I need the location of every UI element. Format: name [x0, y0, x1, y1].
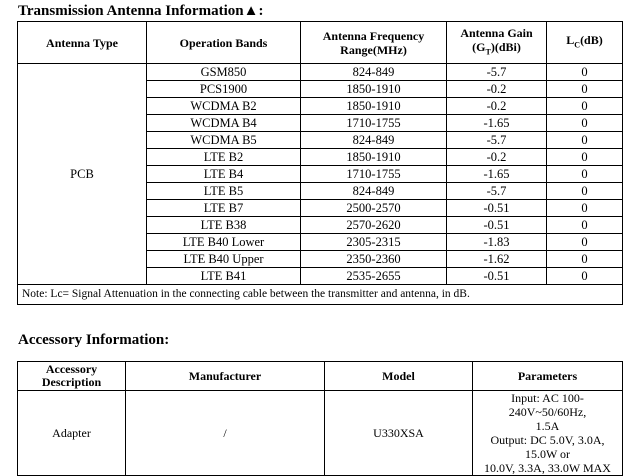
antenna-gain-cell: -0.51: [447, 268, 547, 285]
header-lc: [547, 22, 623, 64]
antenna-gain-cell: -1.65: [447, 115, 547, 132]
frequency-range-cell: 1710-1755: [301, 115, 447, 132]
lc-value-cell: 0: [547, 234, 623, 251]
header-gain-line2-end: )(dBi): [490, 39, 521, 54]
frequency-range-cell: 2350-2360: [301, 251, 447, 268]
lc-value-cell: 0: [547, 268, 623, 285]
antenna-gain-cell: -0.51: [447, 217, 547, 234]
operation-band-cell: LTE B38: [147, 217, 301, 234]
operation-band-cell: GSM850: [147, 64, 301, 81]
operation-band-cell: WCDMA B2: [147, 98, 301, 115]
operation-band-cell: LTE B2: [147, 149, 301, 166]
accessory-description-cell: Adapter: [18, 391, 126, 476]
header-frequency-line1: Antenna Frequency: [322, 28, 425, 43]
table-row: [18, 391, 623, 476]
header-model: Model: [325, 362, 473, 391]
header-antenna-gain: [447, 22, 547, 64]
parameter-line: Input: AC 100-240V~50/60Hz,: [508, 391, 587, 419]
operation-band-cell: LTE B4: [147, 166, 301, 183]
operation-band-cell: LTE B40 Lower: [147, 234, 301, 251]
parameter-line: 1.5A: [535, 419, 560, 433]
frequency-range-cell: 2535-2655: [301, 268, 447, 285]
frequency-range-cell: 824-849: [301, 64, 447, 81]
antenna-table-header-row: [18, 22, 623, 64]
antenna-gain-cell: -0.2: [447, 98, 547, 115]
accessory-table: [17, 361, 623, 476]
operation-band-cell: LTE B5: [147, 183, 301, 200]
parameter-line: 10.0V, 3.3A, 33.0W MAX: [484, 461, 611, 475]
accessory-parameters-cell: [473, 391, 623, 476]
frequency-range-cell: 2305-2315: [301, 234, 447, 251]
antenna-gain-cell: -5.7: [447, 132, 547, 149]
lc-value-cell: 0: [547, 183, 623, 200]
lc-value-cell: 0: [547, 98, 623, 115]
antenna-gain-cell: -1.83: [447, 234, 547, 251]
frequency-range-cell: 824-849: [301, 183, 447, 200]
lc-value-cell: 0: [547, 251, 623, 268]
operation-band-cell: PCS1900: [147, 81, 301, 98]
header-accessory-description: [18, 362, 126, 391]
lc-value-cell: 0: [547, 64, 623, 81]
antenna-type-cell: PCB: [18, 64, 147, 285]
header-frequency-range: [301, 22, 447, 64]
operation-band-cell: WCDMA B5: [147, 132, 301, 149]
lc-value-cell: 0: [547, 149, 623, 166]
note-row: [18, 285, 623, 305]
accessory-table-header-row: [18, 362, 623, 391]
antenna-gain-cell: -0.2: [447, 149, 547, 166]
header-lc-end: (dB): [580, 32, 603, 47]
header-operation-bands: Operation Bands: [147, 22, 301, 64]
header-frequency-line2: Range(MHz): [340, 42, 407, 57]
frequency-range-cell: 824-849: [301, 132, 447, 149]
lc-value-cell: 0: [547, 115, 623, 132]
frequency-range-cell: 1850-1910: [301, 98, 447, 115]
frequency-range-cell: 1850-1910: [301, 149, 447, 166]
header-antenna-type: Antenna Type: [18, 22, 147, 64]
lc-value-cell: 0: [547, 217, 623, 234]
header-gain-sub: T: [485, 47, 491, 57]
antenna-gain-cell: -5.7: [447, 64, 547, 81]
frequency-range-cell: 1850-1910: [301, 81, 447, 98]
operation-band-cell: WCDMA B4: [147, 115, 301, 132]
operation-band-cell: LTE B7: [147, 200, 301, 217]
lc-value-cell: 0: [547, 132, 623, 149]
header-gain-line1: Antenna Gain: [460, 25, 533, 40]
antenna-gain-cell: -0.51: [447, 200, 547, 217]
lc-value-cell: 0: [547, 166, 623, 183]
header-lc-main: L: [566, 32, 575, 47]
operation-band-cell: LTE B41: [147, 268, 301, 285]
header-description-line2: Description: [41, 375, 102, 389]
lc-value-cell: 0: [547, 81, 623, 98]
header-gain-line2: (G: [472, 39, 486, 54]
antenna-gain-cell: -1.62: [447, 251, 547, 268]
parameter-line: Output: DC 5.0V, 3.0A, 15.0W or: [490, 433, 605, 461]
antenna-table: [17, 21, 623, 305]
operation-band-cell: LTE B40 Upper: [147, 251, 301, 268]
frequency-range-cell: 2570-2620: [301, 217, 447, 234]
antenna-gain-cell: -1.65: [447, 166, 547, 183]
header-manufacturer: Manufacturer: [126, 362, 325, 391]
header-lc-sub: C: [574, 40, 581, 50]
antenna-gain-cell: -5.7: [447, 183, 547, 200]
header-parameters: Parameters: [473, 362, 623, 391]
lc-value-cell: 0: [547, 200, 623, 217]
accessory-manufacturer-cell: /: [126, 391, 325, 476]
frequency-range-cell: 1710-1755: [301, 166, 447, 183]
antenna-section-title: Transmission Antenna Information▲:: [18, 3, 264, 19]
table-note: Note: Lc= Signal Attenuation in the connecting cable between the transmitter and antenna, in dB.: [18, 285, 623, 305]
table-row: [18, 64, 623, 81]
accessory-model-cell: U330XSA: [325, 391, 473, 476]
accessory-section-title: Accessory Information:: [18, 332, 170, 348]
frequency-range-cell: 2500-2570: [301, 200, 447, 217]
antenna-gain-cell: -0.2: [447, 81, 547, 98]
header-description-line1: Accessory: [45, 362, 98, 376]
